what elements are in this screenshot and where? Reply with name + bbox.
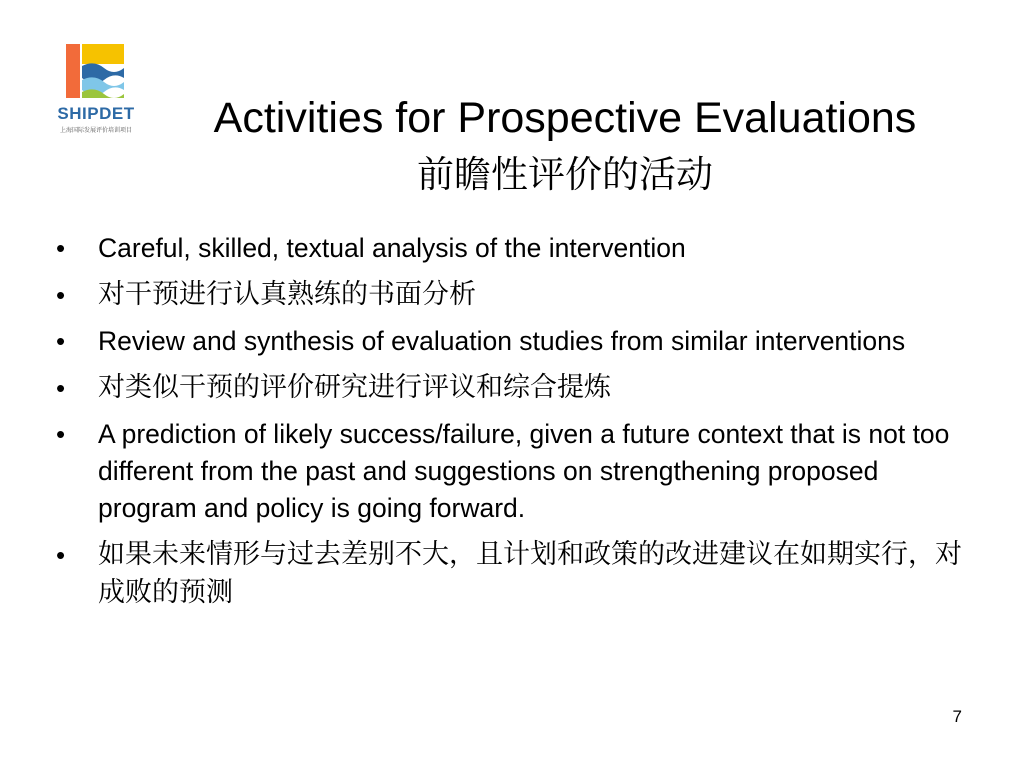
- bullet-dot: •: [56, 540, 66, 570]
- page-number: 7: [952, 707, 962, 726]
- bullet-text: Careful, skilled, textual analysis of the intervention: [98, 233, 686, 263]
- bullet-text: 对干预进行认真熟练的书面分析: [98, 279, 476, 310]
- bullet-text: 如果未来情形与过去差别不大，且计划和政策的改进建议在如期实行，对成败的预测: [98, 539, 962, 608]
- slide-title-chinese: 前瞻性评价的活动: [417, 153, 713, 196]
- bullet-dot: •: [56, 280, 66, 310]
- bullet-list: [52, 230, 962, 621]
- bullet-dot: •: [56, 326, 66, 356]
- bullet-item: [52, 276, 962, 314]
- bullet-text: A prediction of likely success/failure, given a future context that is not too different from the past and suggestions on strengthening proposed program and policy is going forward.: [98, 419, 950, 523]
- shipdet-logo: [50, 42, 142, 134]
- bullet-text: 对类似干预的评价研究进行评议和综合提炼: [98, 372, 611, 403]
- bullet-dot: •: [56, 419, 66, 449]
- bullet-dot: •: [56, 373, 66, 403]
- logo-name: SHIPDET: [57, 104, 135, 123]
- bullet-item: [52, 230, 962, 267]
- bullet-item: [52, 323, 962, 360]
- bullet-dot: •: [56, 233, 66, 263]
- bullet-item: [52, 416, 962, 527]
- bullet-item: [52, 369, 962, 407]
- bullet-item: [52, 536, 962, 612]
- logo-subtitle: 上海国际发展评价培训项目: [59, 127, 132, 134]
- bullet-text: Review and synthesis of evaluation studies from similar interventions: [98, 326, 906, 356]
- logo-mark-icon: [50, 42, 142, 102]
- slide-title-english: Activities for Prospective Evaluations: [213, 94, 917, 142]
